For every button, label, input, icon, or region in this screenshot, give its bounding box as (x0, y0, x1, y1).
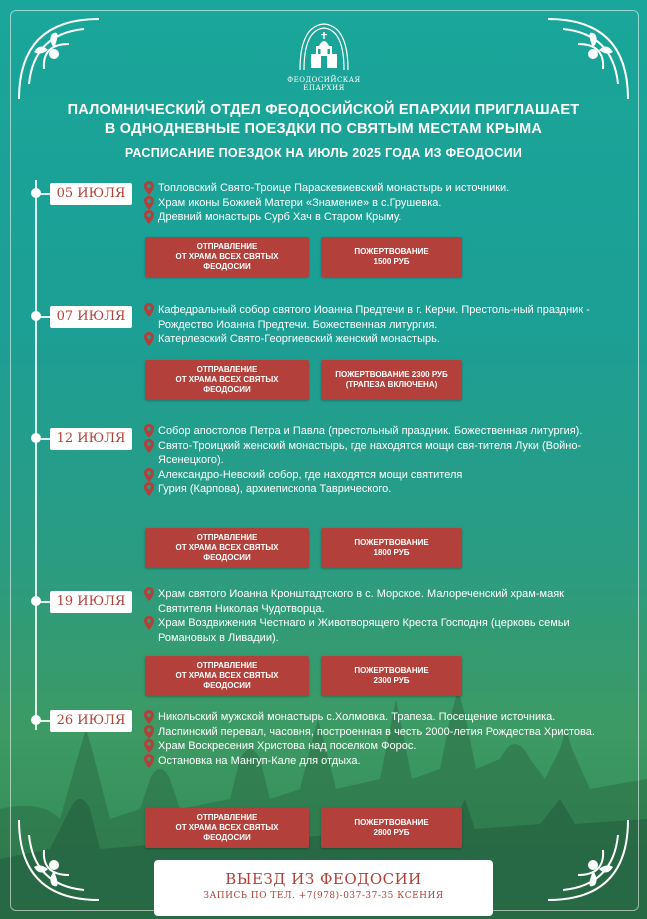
timeline-line (35, 180, 37, 730)
location-pin-icon (144, 710, 154, 724)
trip-date: 19 ИЮЛЯ (50, 591, 132, 613)
list-item (144, 196, 604, 211)
list-item (144, 754, 604, 769)
item-text: Александро-Невский собор, где находятся мощи святителя (158, 468, 463, 481)
location-pin-icon (144, 210, 154, 224)
list-item (144, 725, 604, 740)
list-item (144, 181, 604, 196)
departure-button[interactable] (145, 808, 309, 848)
btn-line: ФЕОДОСИИ (203, 262, 251, 271)
list-item (144, 210, 604, 225)
item-text: Ласпинский перевал, часовня, построенная в честь 2000-летия Рождества Христова. (158, 725, 595, 738)
trip-date: 07 ИЮЛЯ (50, 306, 132, 328)
btn-line: 2800 РУБ (373, 828, 410, 837)
trip-items (144, 303, 604, 347)
trip-date: 12 ИЮЛЯ (50, 428, 132, 450)
location-pin-icon (144, 196, 154, 210)
donation-button[interactable] (321, 656, 462, 696)
btn-line: 2300 РУБ (373, 676, 410, 685)
btn-line: ФЕОДОСИИ (203, 833, 251, 842)
logo-line2: ЕПАРХИЯ (303, 84, 345, 92)
item-text: Свято-Троицкий женский монастырь, где находятся мощи свя-тителя Луки (Войно-Ясенецкого). (158, 439, 582, 466)
location-pin-icon (144, 754, 154, 768)
location-pin-icon (144, 181, 154, 195)
btn-line: ОТ ХРАМА ВСЕХ СВЯТЫХ (175, 823, 279, 832)
page-title (30, 101, 617, 139)
departure-button[interactable] (145, 360, 309, 400)
church-logo-icon (294, 20, 354, 74)
item-text: Кафедральный собор святого Иоанна Предтечи в г. Керчи. Престоль-ный праздник - Рождество Иоанна Предтечи. Божественная литургия. (158, 304, 590, 331)
trip-items (144, 710, 604, 768)
item-text: Топловский Свято-Троице Параскевиевский монастырь и источники. (158, 182, 510, 194)
btn-line: ПОЖЕРТВОВАНИЕ (354, 247, 429, 256)
list-item (144, 468, 604, 483)
list-item (144, 587, 604, 616)
item-text: Храм Воскресения Христова над поселком Форос. (158, 740, 417, 752)
departure-button[interactable] (145, 528, 309, 568)
btn-line: ОТПРАВЛЕНИЕ (196, 242, 258, 251)
page-subtitle: РАСПИСАНИЕ ПОЕЗДОК НА ИЮЛЬ 2025 ГОДА ИЗ ФЕОДОСИИ (124, 146, 523, 160)
corner-ornament-icon (14, 815, 104, 905)
departure-button[interactable] (145, 237, 309, 277)
item-text: Катерлезский Свято-Георгиевский женский монастырь. (158, 333, 440, 345)
departure-button[interactable] (145, 656, 309, 696)
trip-items (144, 424, 604, 497)
donation-button[interactable] (321, 528, 462, 568)
btn-line: ПОЖЕРТВОВАНИЕ (354, 538, 429, 547)
logo-line1: ФЕОДОСИЙСКАЯ (287, 76, 361, 84)
item-text: Гурия (Карпова), архиепископа Таврического. (158, 483, 392, 495)
footer-title: ВЫЕЗД ИЗ ФЕОДОСИИ (225, 870, 422, 888)
item-text: Храм иконы Божией Матери «Знамение» в с.Грушевка. (158, 196, 442, 209)
btn-line: ПОЖЕРТВОВАНИЕ (354, 818, 429, 827)
location-pin-icon (144, 482, 154, 496)
corner-ornament-icon (543, 14, 633, 104)
btn-line: ОТПРАВЛЕНИЕ (196, 661, 258, 670)
list-item (144, 739, 604, 754)
eparchy-logo (276, 20, 372, 92)
item-text: Никольский мужской монастырь с.Холмовка. Трапеза. Посещение источника. (158, 711, 556, 723)
btn-line: ФЕОДОСИИ (203, 385, 251, 394)
trip-date: 05 ИЮЛЯ (50, 183, 132, 205)
trip-date: 26 ИЮЛЯ (50, 710, 132, 732)
btn-line: ФЕОДОСИИ (203, 553, 251, 562)
list-item (144, 616, 604, 645)
list-item (144, 332, 604, 347)
btn-line: ПОЖЕРТВОВАНИЕ 2300 РУБ (335, 370, 448, 379)
trip-items (144, 587, 604, 645)
location-pin-icon (144, 303, 154, 317)
donation-button[interactable] (321, 237, 462, 277)
location-pin-icon (144, 332, 154, 346)
corner-ornament-icon (543, 815, 633, 905)
location-pin-icon (144, 468, 154, 482)
btn-line: (ТРАПЕЗА ВКЛЮЧЕНА) (345, 380, 438, 389)
btn-line: 1800 РУБ (373, 548, 410, 557)
location-pin-icon (144, 616, 154, 630)
location-pin-icon (144, 739, 154, 753)
list-item (144, 424, 604, 439)
item-text: Древний монастырь Сурб Хач в Старом Крыму. (158, 211, 402, 223)
location-pin-icon (144, 725, 154, 739)
location-pin-icon (144, 439, 154, 453)
corner-ornament-icon (14, 14, 104, 104)
location-pin-icon (144, 424, 154, 438)
item-text: Собор апостолов Петра и Павла (престольный праздник. Божественная литургия). (158, 425, 583, 437)
list-item (144, 439, 604, 468)
btn-line: ОТ ХРАМА ВСЕХ СВЯТЫХ (175, 543, 279, 552)
donation-button[interactable] (321, 360, 462, 400)
btn-line: ФЕОДОСИИ (203, 681, 251, 690)
item-text: Храм святого Иоанна Кронштадтского в с. Морское. Малореченский храм-маяк Святителя Николая Чудотворца. (158, 588, 564, 615)
trip-items (144, 181, 604, 225)
btn-line: ОТПРАВЛЕНИЕ (196, 813, 258, 822)
footer-card (154, 860, 493, 916)
location-pin-icon (144, 587, 154, 601)
btn-line: 1500 РУБ (373, 257, 410, 266)
item-text: Храм Воздвижения Честнаго и Животворящего Креста Господня (церковь семьи Романовых в Ливадии). (158, 617, 570, 644)
list-item (144, 482, 604, 497)
title-line1: ПАЛОМНИЧЕСКИЙ ОТДЕЛ ФЕОДОСИЙСКОЙ ЕПАРХИИ ПРИГЛАШАЕТ (67, 102, 580, 118)
title-line2: В ОДНОДНЕВНЫЕ ПОЕЗДКИ ПО СВЯТЫМ МЕСТАМ КРЫМА (104, 121, 543, 137)
btn-line: ОТ ХРАМА ВСЕХ СВЯТЫХ (175, 671, 279, 680)
btn-line: ОТПРАВЛЕНИЕ (196, 533, 258, 542)
item-text: Остановка на Мангуп-Кале для отдыха. (158, 754, 361, 767)
btn-line: ОТПРАВЛЕНИЕ (196, 365, 258, 374)
donation-button[interactable] (321, 808, 462, 848)
btn-line: ОТ ХРАМА ВСЕХ СВЯТЫХ (175, 252, 279, 261)
footer-contact[interactable]: ЗАПИСЬ ПО ТЕЛ. +7(978)-037-37-35 КСЕНИЯ (203, 891, 444, 901)
btn-line: ОТ ХРАМА ВСЕХ СВЯТЫХ (175, 375, 279, 384)
list-item (144, 303, 604, 332)
btn-line: ПОЖЕРТВОВАНИЕ (354, 666, 429, 675)
list-item (144, 710, 604, 725)
